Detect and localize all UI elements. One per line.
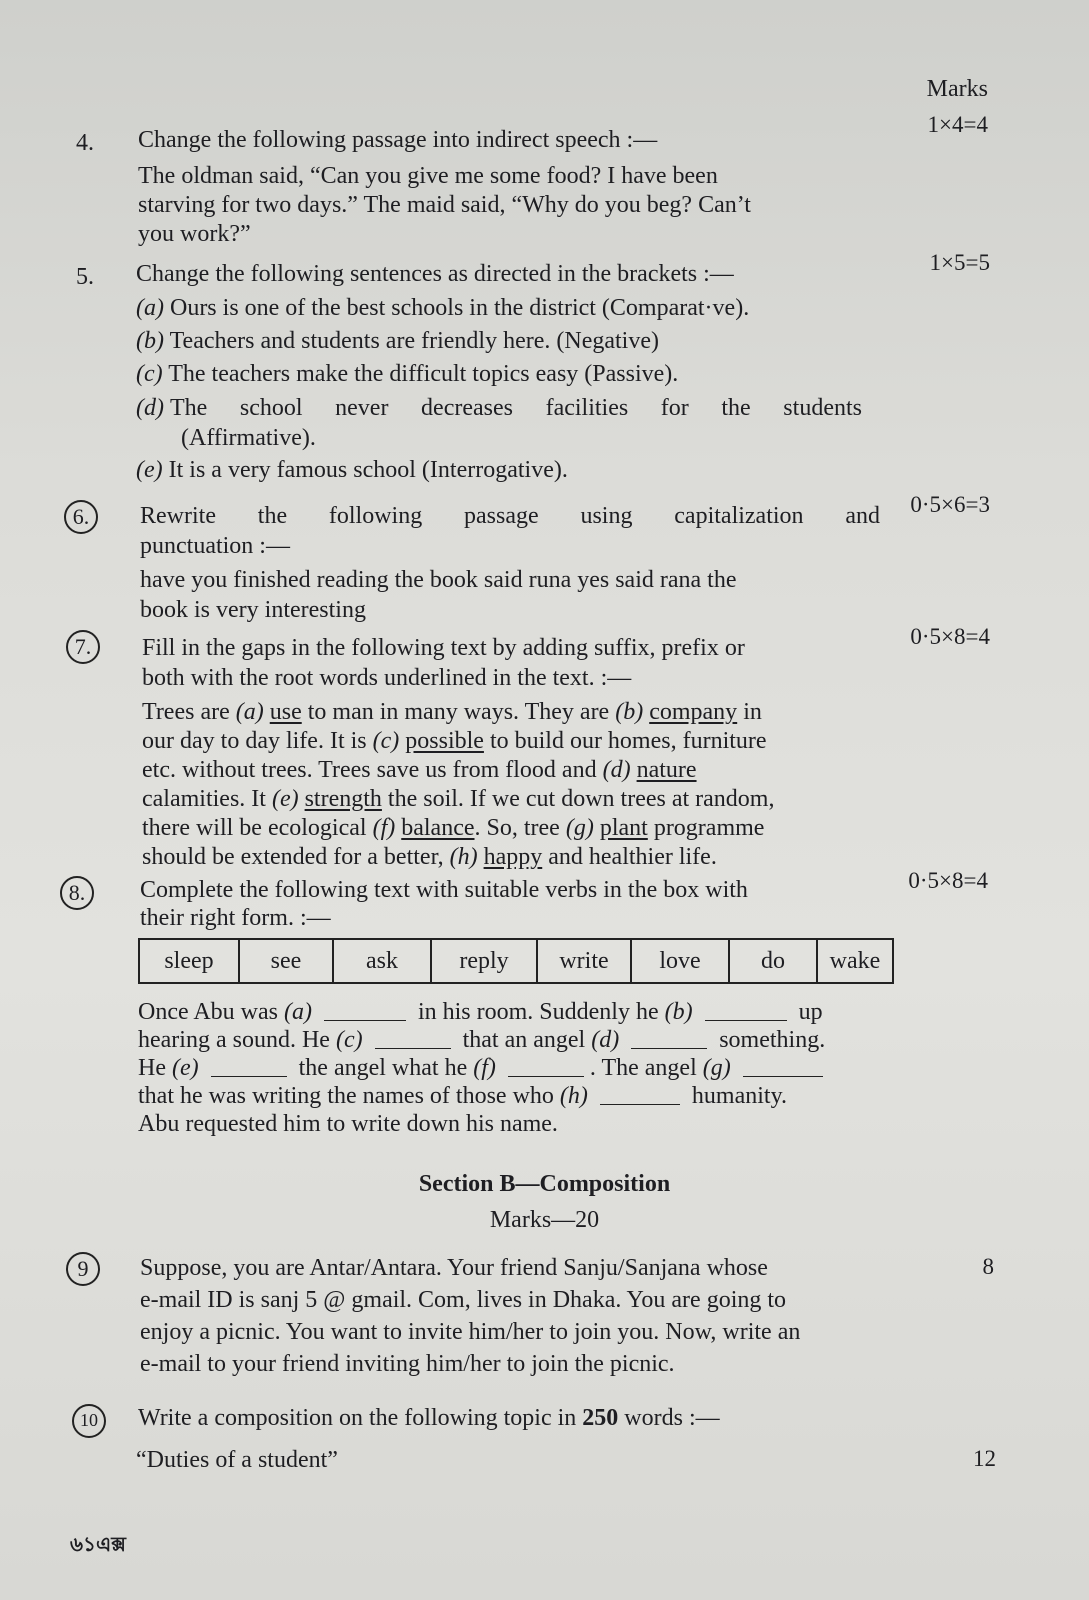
root-word: plant [599, 815, 648, 841]
item-label: (e) [136, 457, 163, 483]
root-word: nature [636, 757, 697, 783]
q6-line-2: book is very interesting [140, 597, 366, 623]
gap-label: (h) [559, 1083, 588, 1109]
q10-topic: “Duties of a student” [136, 1447, 338, 1473]
q8-number-circle [60, 876, 94, 910]
text-segment: the angel what he [298, 1055, 468, 1081]
item-text: Teachers and students are friendly here. (Negative) [169, 328, 659, 354]
q8-text-line-1 [138, 998, 823, 1027]
text-segment: calamities. It [142, 786, 266, 812]
q7-instruction-line-2: both with the root words underlined in the text. :— [142, 665, 632, 691]
text-segment: hearing a sound. He [138, 1027, 330, 1053]
gap-label: (a) [283, 999, 312, 1025]
q5-marks: 1×5=5 [929, 250, 990, 275]
text-segment: something. [719, 1027, 826, 1053]
blank-line [743, 1062, 823, 1077]
q8-marks: 0·5×8=4 [908, 868, 988, 893]
gap-label: (d) [591, 1027, 620, 1053]
text-segment: up [798, 999, 823, 1025]
gap-label: (b) [664, 999, 693, 1025]
verb-cell: see [239, 939, 333, 983]
root-word: balance [401, 815, 475, 841]
q5-item-d-cont: (Affirmative). [181, 425, 316, 451]
q5-number: 5. [76, 264, 94, 290]
item-label: (b) [136, 328, 164, 354]
q5-item-b [136, 327, 659, 356]
text-segment: should be extended for a better, [142, 844, 444, 870]
gap-label: (a) [235, 699, 264, 725]
verb-box [138, 938, 894, 984]
item-text: Ours is one of the best schools in the district (Comparat·ve). [169, 295, 750, 321]
q7-text-line-2 [142, 727, 767, 756]
q6-line-1: have you finished reading the book said runa yes said rana the [140, 567, 737, 593]
q4-instruction: Change the following passage into indirect speech :— [138, 127, 658, 153]
q9-line-4: e-mail to your friend inviting him/her to join the picnic. [140, 1351, 675, 1377]
blank-line [211, 1062, 287, 1077]
q8-number: 8. [68, 880, 86, 905]
blank-line [324, 1006, 406, 1021]
text-segment: to build our homes, furniture [489, 728, 767, 754]
text-segment: there will be ecological [142, 815, 367, 841]
gap-label: (b) [615, 699, 644, 725]
text-segment: humanity. [691, 1083, 788, 1109]
q8-text-line-4 [138, 1082, 787, 1111]
q8-text-line-2 [138, 1026, 825, 1055]
text-segment: that he was writing the names of those who [138, 1083, 554, 1109]
q7-number-circle [66, 630, 100, 664]
text-segment: etc. without trees. Trees save us from flood and [142, 757, 597, 783]
gap-label: (e) [171, 1055, 199, 1081]
gap-label: (g) [565, 815, 594, 841]
item-text: It is a very famous school (Interrogative). [168, 457, 568, 483]
gap-label: (f) [473, 1055, 496, 1081]
q8-instruction-line-1: Complete the following text with suitable verbs in the box with [140, 877, 748, 903]
text-segment: programme [653, 815, 765, 841]
q4-number: 4. [76, 130, 94, 156]
text-segment: Once Abu was [138, 999, 278, 1025]
q5-item-e [136, 456, 568, 485]
verb-cell: write [537, 939, 631, 983]
text-segment: to man in many ways. They are [307, 699, 610, 725]
q9-line-1: Suppose, you are Antar/Antara. Your friend Sanju/Sanjana whose [140, 1255, 768, 1281]
q9-line-3: enjoy a picnic. You want to invite him/her to join you. Now, write an [140, 1319, 801, 1345]
q9-number: 9 [77, 1256, 89, 1281]
section-title-text: Section B—Composition [418, 1171, 671, 1197]
gap-label: (d) [602, 757, 631, 783]
gap-label: (c) [335, 1027, 363, 1053]
q8-text-line-3 [138, 1054, 829, 1083]
gap-label: (g) [702, 1055, 731, 1081]
text-segment: and healthier life. [548, 844, 717, 870]
gap-label: (c) [372, 728, 400, 754]
q8-instruction-line-2: their right form. :— [140, 905, 331, 931]
q10-marks: 12 [973, 1446, 996, 1471]
item-label: (c) [136, 361, 163, 387]
verb-cell: love [631, 939, 729, 983]
text-segment: . The angel [589, 1055, 697, 1081]
q10-number-circle [72, 1404, 106, 1438]
blank-line [631, 1034, 707, 1049]
text-segment: in his room. Suddenly he [417, 999, 659, 1025]
q6-instruction-line-2: punctuation :— [140, 533, 290, 559]
q5-item-d [136, 394, 862, 423]
q7-text-line-5 [142, 814, 764, 843]
verb-cell: sleep [139, 939, 239, 983]
q7-text-line-3 [142, 756, 697, 785]
q6-instruction-line-1: Rewrite the following passage using capitalization and [140, 503, 880, 529]
q7-instruction-line-1: Fill in the gaps in the following text by adding suffix, prefix or [142, 635, 745, 661]
section-marks [0, 1206, 1089, 1235]
text-segment: . So, tree [474, 815, 560, 841]
q9-number-circle [66, 1252, 100, 1286]
text-segment: that an angel [462, 1027, 586, 1053]
gap-label: (f) [372, 815, 396, 841]
verb-cell: ask [333, 939, 431, 983]
item-text: The teachers make the difficult topics easy (Passive). [168, 361, 679, 387]
q5-item-a [136, 294, 749, 323]
text-segment: He [138, 1055, 166, 1081]
root-word: strength [304, 786, 382, 812]
root-word: company [649, 699, 738, 725]
q6-marks: 0·5×6=3 [910, 492, 990, 517]
item-text: The school never decreases facilities for the students [169, 395, 862, 421]
q9-line-2: e-mail ID is sanj 5 @ gmail. Com, lives in Dhaka. You are going to [140, 1287, 787, 1313]
section-marks-text: Marks—20 [489, 1207, 600, 1233]
text-segment: words :— [624, 1405, 720, 1431]
q9-marks: 8 [982, 1254, 994, 1279]
q4-line-2: starving for two days.” The maid said, “Why do you beg? Can’t [138, 192, 751, 218]
q5-instruction: Change the following sentences as directed in the brackets :— [136, 261, 734, 287]
q7-marks: 0·5×8=4 [910, 624, 990, 649]
q4-line-3: you work?” [138, 221, 251, 247]
q10-instruction [138, 1404, 720, 1433]
q7-text-line-1 [142, 698, 762, 727]
q7-text-line-4 [142, 785, 774, 814]
root-word: use [269, 699, 302, 725]
text-segment: in [743, 699, 762, 725]
blank-line [508, 1062, 584, 1077]
text-segment: Write a composition on the following topic in [138, 1405, 577, 1431]
section-title [0, 1170, 1089, 1199]
item-label: (d) [136, 395, 164, 421]
text-segment: the soil. If we cut down trees at random, [387, 786, 775, 812]
root-word: possible [405, 728, 484, 754]
q6-number: 6. [72, 504, 90, 529]
gap-label: (h) [449, 844, 478, 870]
text-segment: our day to day life. It is [142, 728, 367, 754]
q4-line-1: The oldman said, “Can you give me some food? I have been [138, 163, 718, 189]
verb-row [139, 939, 893, 983]
q6-number-circle [64, 500, 98, 534]
verb-cell: reply [431, 939, 537, 983]
gap-label: (e) [271, 786, 299, 812]
blank-line [600, 1090, 680, 1105]
text-segment: Trees are [142, 699, 230, 725]
q7-text-line-6 [142, 843, 717, 872]
q5-item-c [136, 360, 678, 389]
item-label: (a) [136, 295, 164, 321]
q8-text-line-5: Abu requested him to write down his name. [138, 1111, 558, 1137]
root-word: happy [483, 844, 543, 870]
blank-line [705, 1006, 787, 1021]
word-count: 250 [582, 1405, 619, 1431]
footer-code: ৬১এক্স [70, 1532, 126, 1556]
verb-cell: wake [817, 939, 893, 983]
q4-marks: 1×4=4 [927, 112, 988, 137]
marks-header: Marks [926, 76, 988, 102]
blank-line [375, 1034, 451, 1049]
verb-cell: do [729, 939, 817, 983]
q10-number: 10 [80, 1410, 98, 1430]
q7-number: 7. [74, 634, 92, 659]
